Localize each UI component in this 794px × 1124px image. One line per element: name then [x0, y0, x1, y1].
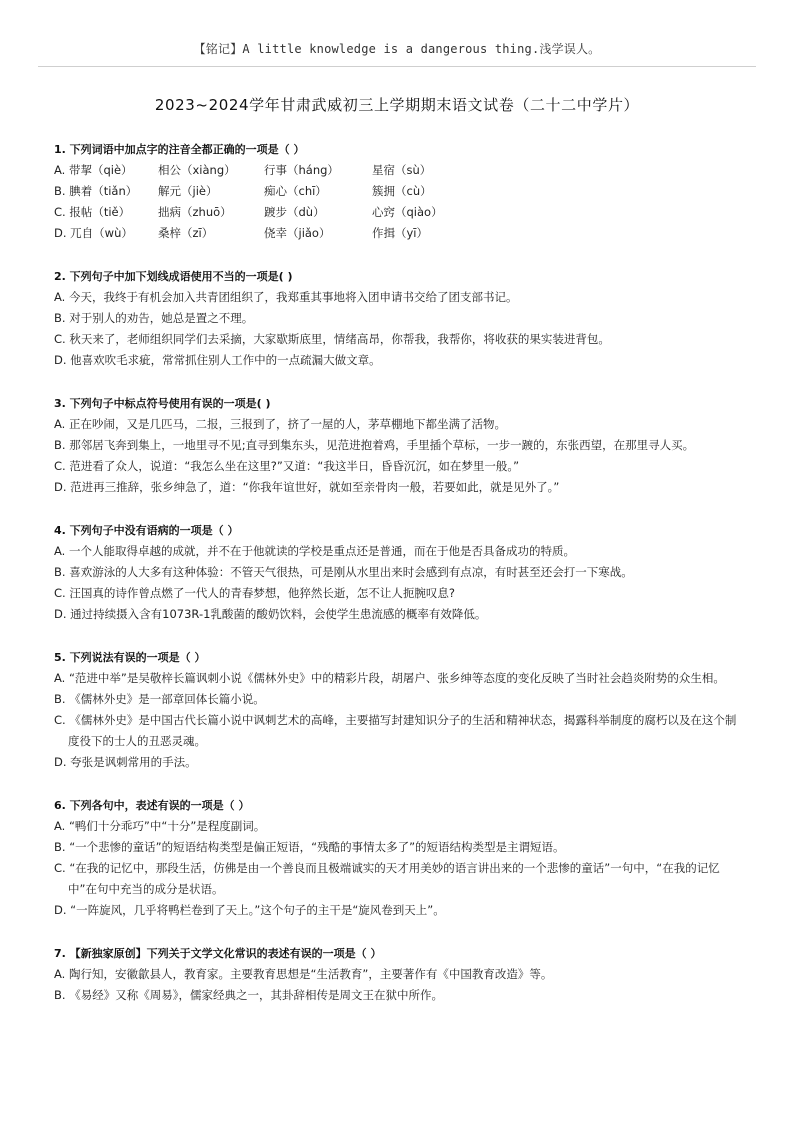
option-b: B. 《易经》又称《周易》，儒家经典之一，其卦辞相传是周文王在狱中所作。	[54, 988, 443, 1002]
option-c: C. 汪国真的诗作曾点燃了一代人的青春梦想，他猝然长逝，怎不让人扼腕叹息?	[54, 586, 455, 600]
option-cell: 痴心（chī）	[264, 184, 327, 198]
option-cell: 解元（jiè）	[158, 184, 218, 198]
question-stem: 3. 下列句子中标点符号使用有误的一项是( )	[54, 397, 271, 410]
option-a: A. “鸭们十分乖巧”中“十分”是程度副词。	[54, 819, 266, 833]
option-a: A. 正在吵闹，又是几匹马，二报，三报到了，挤了一屋的人，茅草棚地下都坐满了活物。	[54, 417, 506, 431]
option-row	[54, 160, 744, 181]
question-6	[54, 796, 744, 921]
option-row	[54, 202, 744, 223]
option-cell: 桑梓（zī）	[158, 226, 214, 240]
option-a: A. “范进中举”是吴敬梓长篇讽刺小说《儒林外史》中的精彩片段，胡屠户、张乡绅等态度的变化反映了当时社会趋炎附势的众生相。	[54, 671, 725, 685]
question-list	[54, 140, 744, 1029]
option-d: D. 范进再三推辞，张乡绅急了，道：“你我年谊世好，就如至亲骨肉一般，若要如此，就是见外了。”	[54, 480, 560, 494]
question-stem: 4. 下列句子中没有语病的一项是（ ）	[54, 524, 239, 537]
option-cell: 作揖（yī）	[372, 226, 429, 240]
option-b: B. 《儒林外史》是一部章回体长篇小说。	[54, 692, 265, 706]
question-stem: 5. 下列说法有误的一项是（ ）	[54, 651, 206, 664]
option-cell: 相公（xiàng）	[158, 163, 236, 177]
option-cell: 踱步（dù）	[264, 205, 325, 219]
option-d: D. “一阵旋风，几乎将鸭栏卷到了天上。”这个句子的主干是“旋风卷到天上”。	[54, 903, 445, 917]
option-cell: 拙病（zhuō）	[158, 205, 232, 219]
question-4	[54, 521, 744, 625]
option-c: C. 《儒林外史》是中国古代长篇小说中讽刺艺术的高峰，主要描写封建知识分子的生活和精神状态，揭露科举制度的腐朽以及在这个制度役下的士人的丑恶灵魂。	[54, 713, 737, 748]
option-a: A. 陶行知，安徽歙县人，教育家。主要教育思想是“生活教育”，主要著作有《中国教育改造》等。	[54, 967, 553, 981]
option-cell: B. 腆着（tiǎn）	[54, 184, 138, 198]
question-stem: 7. 【新独家原创】下列关于文学文化常识的表述有误的一项是（ ）	[54, 947, 382, 960]
option-cell: A. 带挈（qiè）	[54, 163, 133, 177]
option-cell: D. 兀自（wù）	[54, 226, 133, 240]
question-1	[54, 140, 744, 244]
option-cell: 侥幸（jiǎo）	[264, 226, 331, 240]
option-d: D. 夸张是讽刺常用的手法。	[54, 755, 197, 769]
option-b: B. 喜欢游泳的人大多有这种体验：不管天气很热，可是刚从水里出来时会感到有点凉，有时甚至还会打一下寒战。	[54, 565, 633, 579]
question-2	[54, 267, 744, 371]
option-cell: 簇拥（cù）	[372, 184, 432, 198]
option-row	[54, 223, 744, 244]
option-c: C. “在我的记忆中，那段生活，仿佛是由一个善良而且极端诚实的天才用美妙的语言讲出来的一个悲惨的童话”一句中，“在我的记忆中”在句中充当的成分是状语。	[54, 861, 720, 896]
option-cell: 行事（háng）	[264, 163, 339, 177]
header-divider	[38, 66, 756, 67]
question-7	[54, 944, 744, 1006]
header-motto: 【铭记】A little knowledge is a dangerous thing.浅学误人。	[193, 42, 601, 56]
question-stem: 6. 下列各句中，表述有误的一项是（ ）	[54, 799, 250, 812]
question-5	[54, 648, 744, 773]
option-cell: C. 报帖（tiě）	[54, 205, 131, 219]
option-cell: 心窍（qiào）	[372, 205, 443, 219]
question-3	[54, 394, 744, 498]
option-a: A. 一个人能取得卓越的成就，并不在于他就读的学校是重点还是普通，而在于他是否具备成功的特质。	[54, 544, 575, 558]
option-d: D. 他喜欢吹毛求疵，常常抓住别人工作中的一点疏漏大做文章。	[54, 353, 381, 367]
option-b: B. 那邻居飞奔到集上，一地里寻不见;直寻到集东头，见范进抱着鸡，手里插个草标，一步一踱的，东张西望，在那里寻人买。	[54, 438, 695, 452]
page-title: 2023~2024学年甘肃武威初三上学期期末语文试卷（二十二中学片）	[154, 96, 640, 114]
option-cell: 星宿（sù）	[372, 163, 432, 177]
option-b: B. “一个悲惨的童话”的短语结构类型是偏正短语，“残酷的事情太多了”的短语结构类型是主谓短语。	[54, 840, 565, 854]
option-a: A. 今天，我终于有机会加入共青团组织了，我郑重其事地将入团申请书交给了团支部书记。	[54, 290, 518, 304]
option-c: C. 范进看了众人，说道：“我怎么坐在这里?”又道：“我这半日，昏昏沉沉，如在梦里一般。”	[54, 459, 520, 473]
question-stem: 1. 下列词语中加点字的注音全都正确的一项是（ ）	[54, 143, 305, 156]
question-stem: 2. 下列句子中加下划线成语使用不当的一项是( )	[54, 270, 293, 283]
option-c: C. 秋天来了，老师组织同学们去采摘，大家歇斯底里，情绪高昂，你帮我，我帮你，将收获的果实装进背包。	[54, 332, 610, 346]
option-row	[54, 181, 744, 202]
option-d: D. 通过持续摄入含有1073R-1乳酸菌的酸奶饮料，会使学生患流感的概率有效降低。	[54, 607, 487, 621]
option-b: B. 对于别人的劝告，她总是置之不理。	[54, 311, 254, 325]
